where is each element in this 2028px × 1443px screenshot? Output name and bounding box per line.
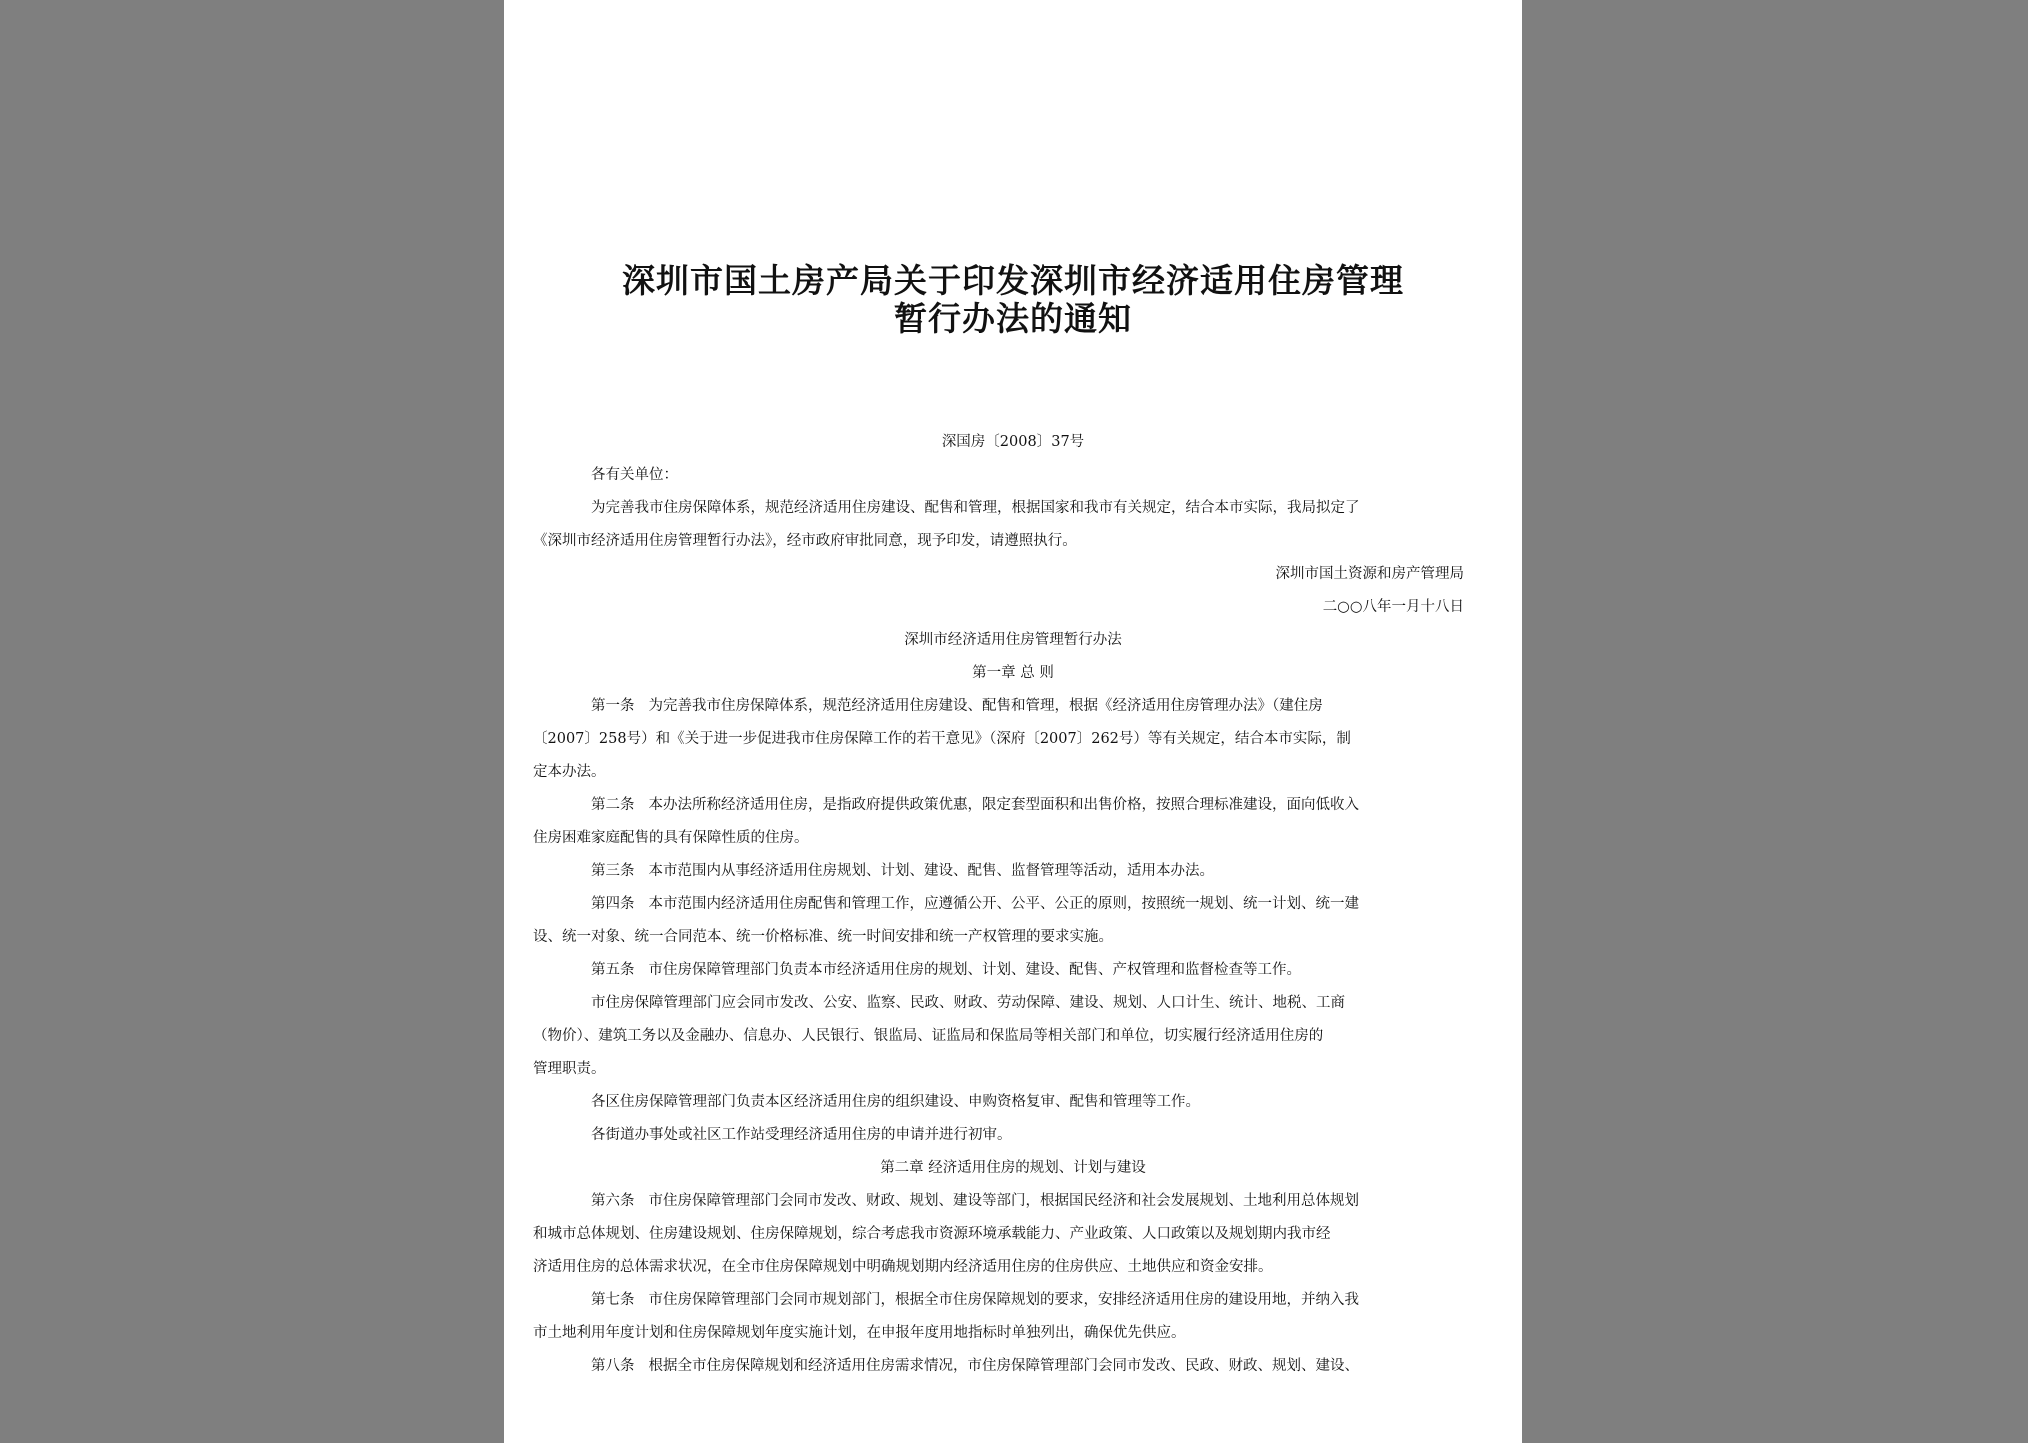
measures-title: 深圳市经济适用住房管理暂行办法 [904,632,1122,648]
article-5-p2-line-1: 市住房保障管理部门应会同市发改、公安、监察、民政、财政、劳动保障、建设、规划、人口计生、统计、地税、工商 [591,995,1345,1011]
article-4-line-1: 本市范围内经济适用住房配售和管理工作，应遵循公开、公平、公正的原则，按照统一规划、统一计划、统一建 [648,896,1359,912]
article-5-p2-line-3: 管理职责。 [533,1061,606,1077]
article-2 [533,789,1464,855]
article-1 [533,690,1464,789]
article-3-label: 第三条 [591,863,635,879]
title-line-1: 深圳市国土房产局关于印发深圳市经济适用住房管理 [622,261,1404,300]
article-1-line-3: 定本办法。 [533,764,606,780]
article-4-line-2: 设、统一对象、统一合同范本、统一价格标准、统一时间安排和统一产权管理的要求实施。 [533,929,1113,945]
article-5-p2-line-2: （物价）、建筑工务以及金融办、信息办、人民银行、银监局、证监局和保监局等相关部门和单位，切实履行经济适用住房的 [533,1028,1324,1044]
article-8 [562,1350,1464,1383]
article-1-label: 第一条 [591,698,635,714]
document-page [504,0,1522,1443]
article-6-line-3: 济适用住房的总体需求状况，在全市住房保障规划中明确规划期内经济适用住房的住房供应、土地供应和资金安排。 [533,1259,1273,1275]
intro-line-2: 《深圳市经济适用住房管理暂行办法》，经市政府审批同意，现予印发，请遵照执行。 [533,533,1077,549]
salutation: 各有关单位： [591,467,678,483]
article-5-label: 第五条 [591,962,635,978]
article-5-line-1: 市住房保障管理部门负责本市经济适用住房的规划、计划、建设、配售、产权管理和监督检查等工作。 [648,962,1301,978]
chapter-1-title: 第一章 总 则 [972,665,1054,681]
article-8-label: 第八条 [591,1358,635,1374]
article-6-line-2: 和城市总体规划、住房建设规划、住房保障规划，综合考虑我市资源环境承载能力、产业政策、人口政策以及规划期内我市经 [533,1226,1331,1242]
chapter-2-title: 第二章 经济适用住房的规划、计划与建设 [880,1160,1146,1176]
intro-line-1: 为完善我市住房保障体系，规范经济适用住房建设、配售和管理，根据国家和我市有关规定，结合本市实际，我局拟定了 [591,500,1360,516]
article-3 [562,855,1464,888]
article-1-line-2: 〔2007〕258号）和《关于进一步促进我市住房保障工作的若干意见》（深府〔2007〕262号）等有关规定，结合本市实际，制 [533,731,1351,747]
article-4-label: 第四条 [591,896,635,912]
article-5 [562,954,1464,987]
article-7-line-1: 市住房保障管理部门会同市规划部门，根据全市住房保障规划的要求，安排经济适用住房的建设用地，并纳入我 [648,1292,1359,1308]
article-7-label: 第七条 [591,1292,635,1308]
article-7-line-2: 市土地利用年度计划和住房保障规划年度实施计划，在申报年度用地指标时单独列出，确保优先供应。 [533,1325,1186,1341]
article-1-line-1: 为完善我市住房保障体系，规范经济适用住房建设、配售和管理，根据《经济适用住房管理办法》（建住房 [648,698,1323,714]
issuer: 深圳市国土资源和房产管理局 [1275,566,1464,582]
article-5-paragraph-4: 各街道办事处或社区工作站受理经济适用住房的申请并进行初审。 [591,1127,1012,1143]
article-5-paragraph-3: 各区住房保障管理部门负责本区经济适用住房的组织建设、申购资格复审、配售和管理等工作。 [591,1094,1200,1110]
article-5-paragraph-2 [533,987,1464,1086]
article-6-line-1: 市住房保障管理部门会同市发改、财政、规划、建设等部门，根据国民经济和社会发展规划、土地利用总体规划 [648,1193,1359,1209]
document-body [533,459,1464,1383]
article-4 [533,888,1464,954]
document-title [562,262,1464,338]
article-8-line-1: 根据全市住房保障规划和经济适用住房需求情况，市住房保障管理部门会同市发改、民政、财政、规划、建设、 [648,1358,1359,1374]
intro-paragraph [533,492,1464,558]
article-6-label: 第六条 [591,1193,635,1209]
title-line-2: 暂行办法的通知 [894,299,1132,338]
issue-date: 二○○八年一月十八日 [1322,599,1464,615]
article-7 [533,1284,1464,1350]
article-2-line-1: 本办法所称经济适用住房，是指政府提供政策优惠，限定套型面积和出售价格，按照合理标准建设，面向低收入 [648,797,1359,813]
article-2-line-2: 住房困难家庭配售的具有保障性质的住房。 [533,830,809,846]
article-2-label: 第二条 [591,797,635,813]
document-number: 深国房〔2008〕37号 [941,434,1085,450]
article-3-line-1: 本市范围内从事经济适用住房规划、计划、建设、配售、监督管理等活动，适用本办法。 [648,863,1214,879]
article-6 [533,1185,1464,1284]
